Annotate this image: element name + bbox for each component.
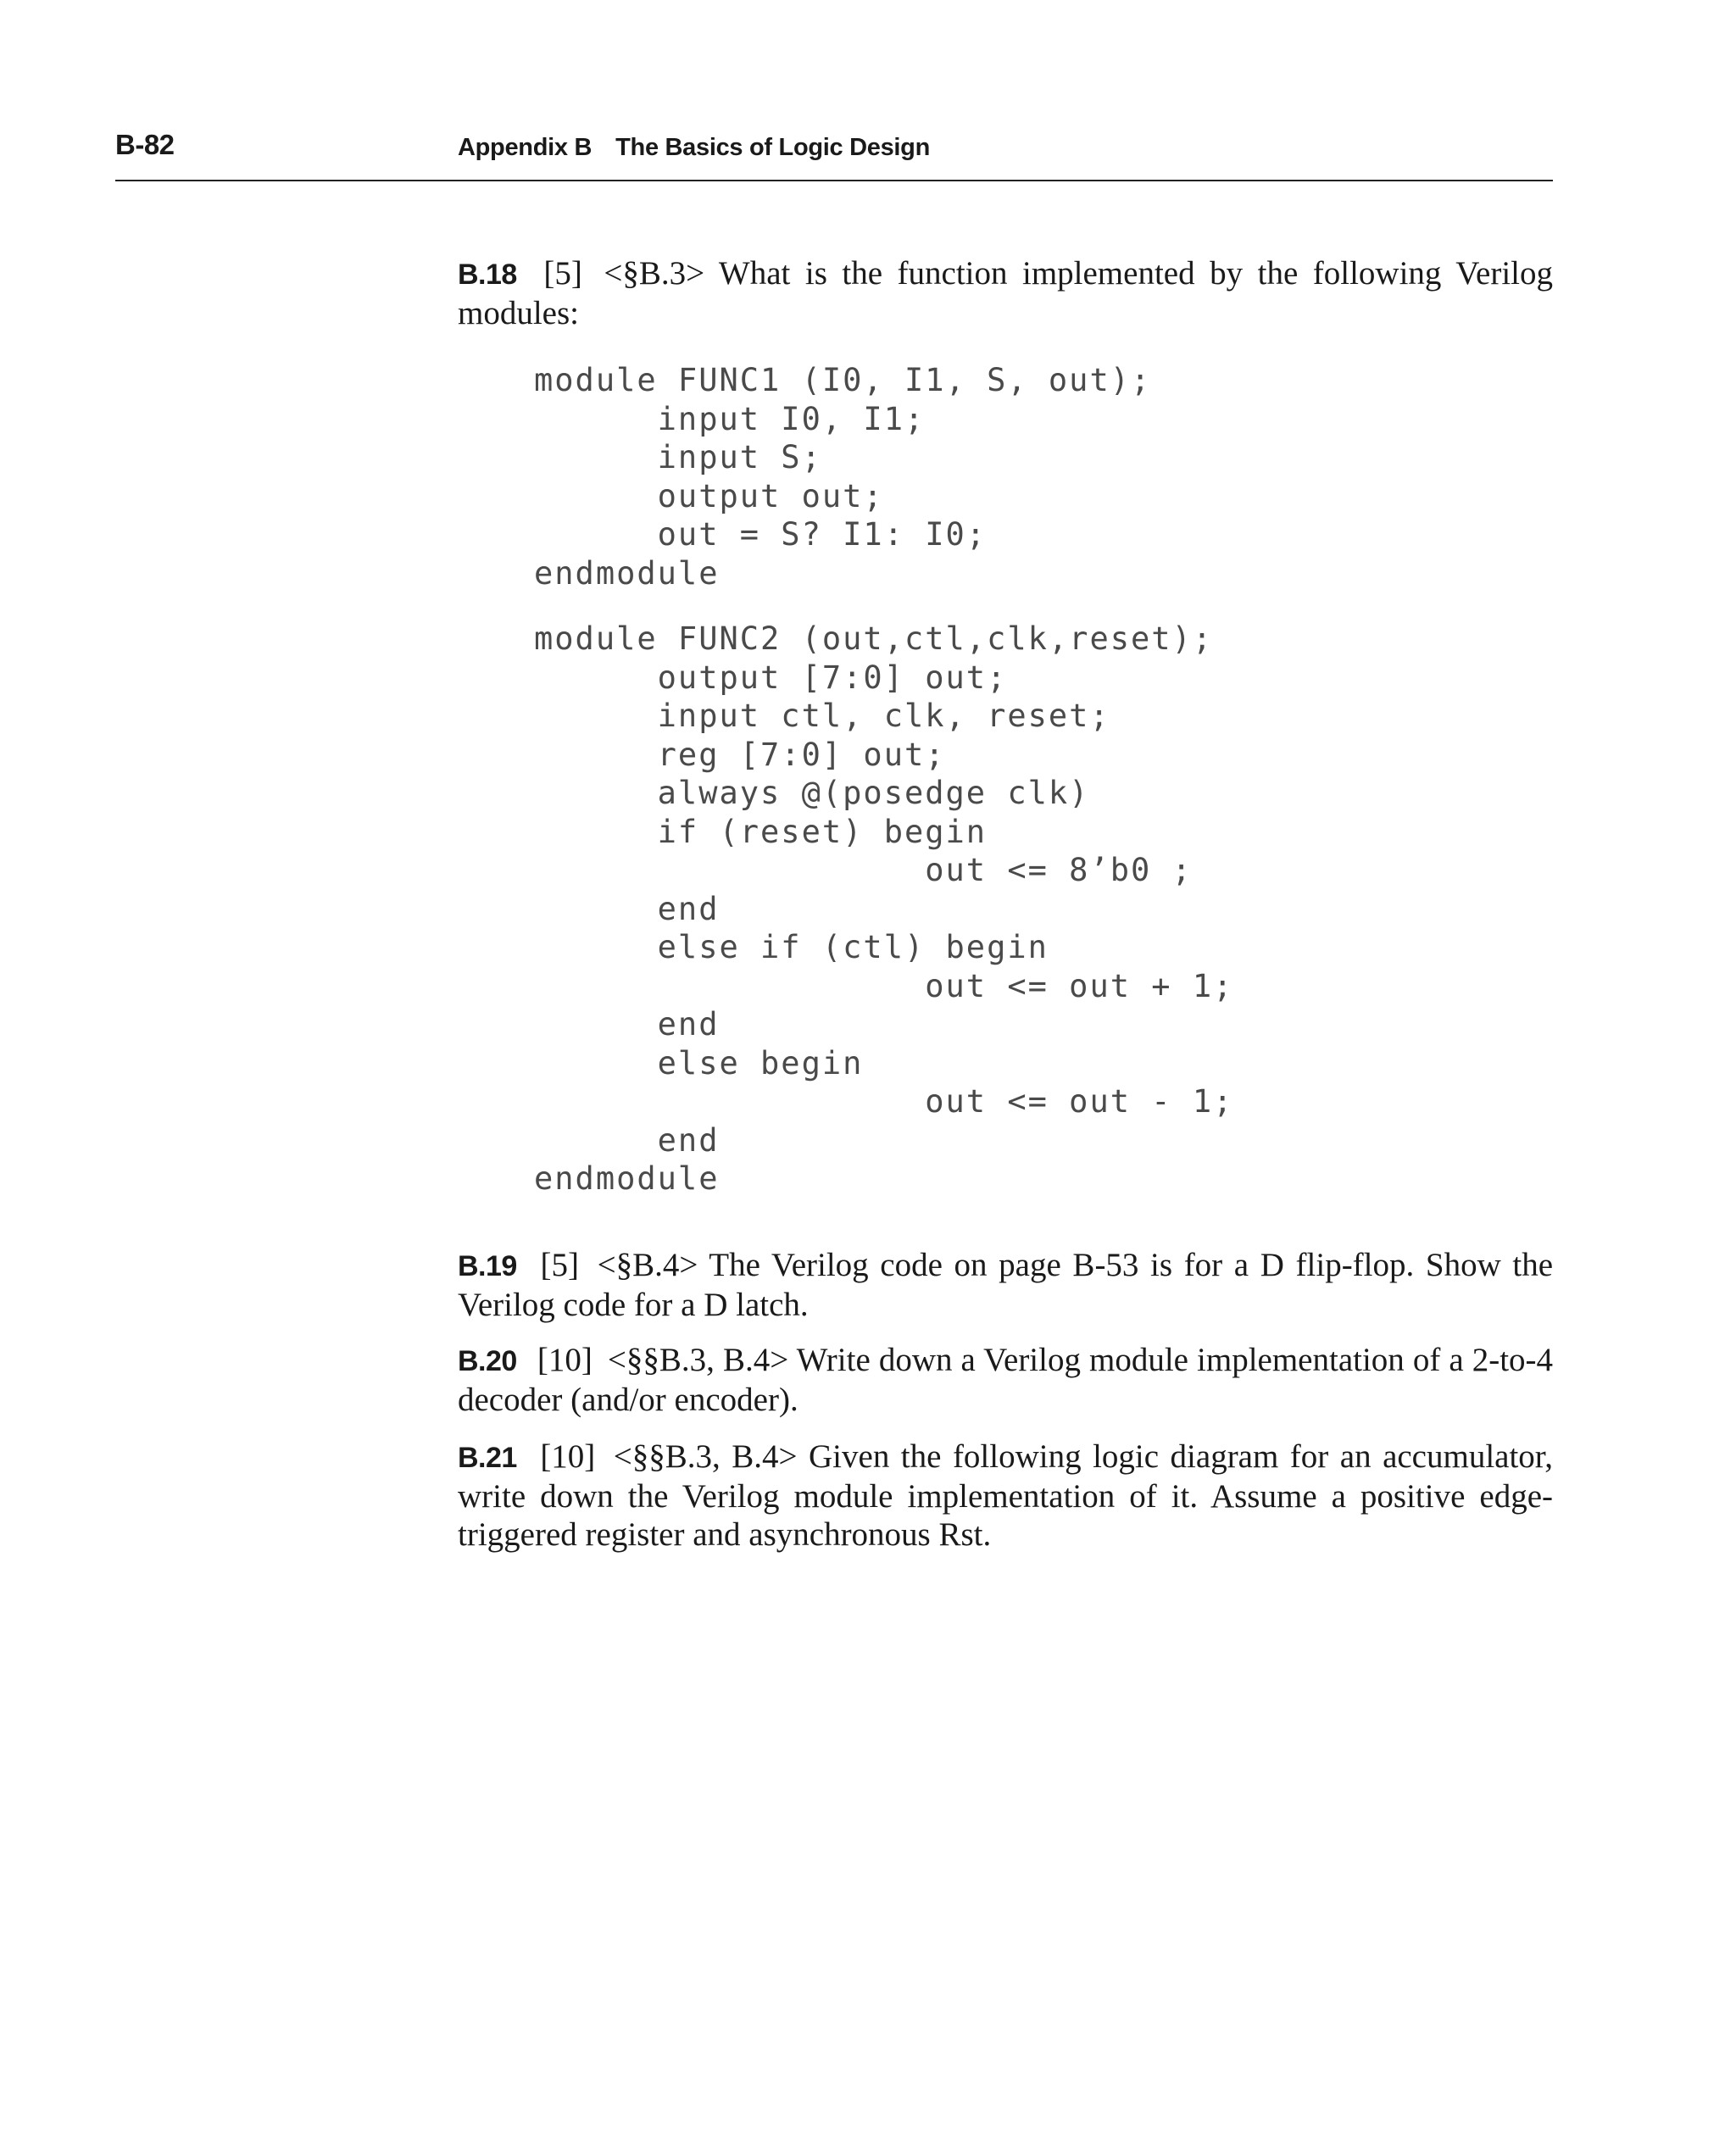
exercise-text: Given the following logic diagram for an accumulator, write down the Verilog module implementation of it. Assume a positive edge-triggered register and asynchronous Rst. [458,1438,1553,1553]
code-line: else begin [534,1044,864,1082]
exercise-section: <§B.3> [604,255,705,292]
chapter-title: The Basics of Logic Design [615,134,931,161]
code-line: end [534,1121,720,1159]
code-line: endmodule [534,1160,720,1197]
exercise-section: <§§B.3, B.4> [613,1438,798,1475]
code-listing-func2 [534,620,1233,1198]
exercise-number: B.21 [458,1442,517,1474]
exercise-text: The Verilog code on page B-53 is for a D flip-flop. Show the Verilog code for a D latch. [458,1247,1554,1323]
code-line: module FUNC1 (I0, I1, S, out); [534,362,1152,398]
appendix-label: Appendix B [458,134,593,161]
code-line: input ctl, clk, reset; [534,698,1110,734]
exercise-number: B.18 [458,259,517,291]
exercise-number: B.20 [458,1345,517,1377]
code-line: reg [7:0] out; [534,736,946,773]
code-line: input S; [534,439,822,475]
page-number: B-82 [115,129,175,160]
exercise-b19 [458,1246,1553,1324]
code-listing-func1 [534,361,1151,592]
running-header [458,134,930,162]
exercise-section: <§§B.3, B.4> [607,1342,789,1378]
exercise-number: B.19 [458,1250,517,1282]
exercise-b18 [458,254,1553,332]
code-line: out <= out - 1; [534,1083,1234,1120]
code-line: always @(posedge clk) [534,775,1090,811]
header-rule [115,180,1553,181]
code-line: endmodule [534,554,720,592]
code-line: else if (ctl) begin [534,929,1049,965]
exercise-points: [5] [543,255,582,292]
exercise-b20 [458,1341,1553,1419]
code-line: out <= out + 1; [534,967,1234,1004]
exercise-b21 [458,1438,1553,1554]
code-line: output [7:0] out; [534,659,1008,696]
exercise-section: <§B.4> [597,1247,698,1283]
code-line: out = S? I1: I0; [534,516,988,553]
exercise-points: [10] [537,1342,593,1378]
code-line: end [534,1006,720,1043]
exercise-text: What is the function implemented by the following Verilog modules: [458,255,1554,331]
code-line: if (reset) begin [534,813,988,850]
exercise-text: Write down a Verilog module implementation of a 2-to-4 decoder (and/or encoder). [458,1342,1554,1418]
code-line: output out; [534,477,884,514]
code-line: input I0, I1; [534,400,926,437]
exercise-points: [5] [540,1247,579,1283]
code-line: out <= 8’b0 ; [534,852,1193,888]
code-line: end [534,890,720,927]
code-line: module FUNC2 (out,ctl,clk,reset); [534,620,1214,657]
exercise-points: [10] [540,1438,596,1475]
